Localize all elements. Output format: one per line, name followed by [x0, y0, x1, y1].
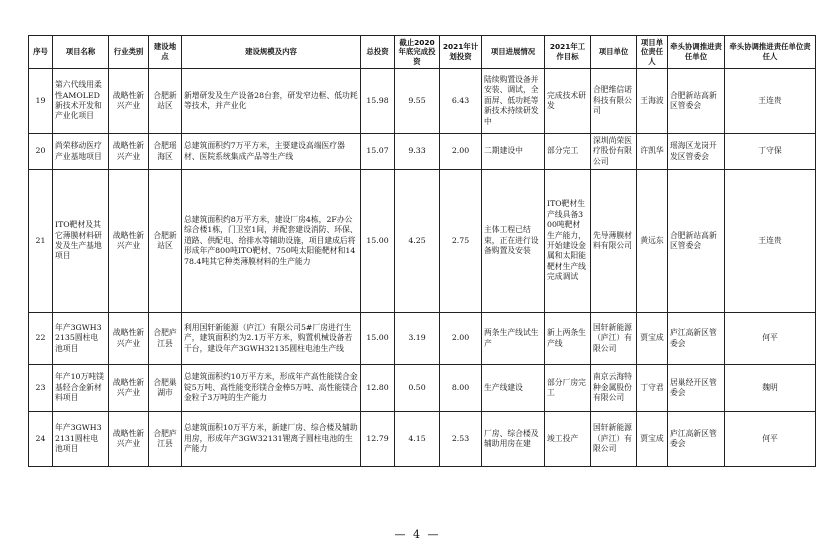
cell-scope: 总建筑面积约10万平方米，形成年产高性能镁合金锭5万吨、高性能变形镁合金棒5万吨、高性能镁合金粒子3万吨的生产能力: [182, 365, 361, 412]
header-cell: 截止2020年底完成投资: [395, 36, 440, 69]
header-cell: 项目进展情况: [482, 36, 545, 69]
cell-project-name: 年产3GWH32135圆柱电池项目: [53, 313, 109, 365]
cell-company-lead: 贾宝成: [637, 313, 668, 365]
cell-index: 24: [29, 412, 53, 467]
cell-planned-investment: 2.75: [440, 170, 482, 313]
cell-industry: 战略性新兴产业: [109, 313, 149, 365]
cell-company-lead: 黄远东: [637, 170, 668, 313]
cell-planned-investment: 2.53: [440, 412, 482, 467]
cell-project-name: 年产3GWH32131圆柱电池项目: [53, 412, 109, 467]
cell-location: 合肥新站区: [149, 170, 182, 313]
cell-scope: 利用国轩新能源（庐江）有限公司5#厂房进行生产，建筑面积约为2.1万平方米，购置机械设备若干台，建设年产3GWH32135圆柱电池生产线: [182, 313, 361, 365]
cell-goal: 完成技术研发: [545, 69, 591, 134]
cell-coordinating-lead: 王连贵: [725, 69, 816, 134]
cell-company-lead: 王海波: [637, 69, 668, 134]
cell-project-name: 第六代线用柔性AMOLED新技术开发和产业化项目: [53, 69, 109, 134]
cell-location: 合肥庐江县: [149, 412, 182, 467]
cell-progress: 生产线建设: [482, 365, 545, 412]
cell-coordinating-unit: 合肥新站高新区管委会: [668, 69, 725, 134]
cell-coordinating-unit: 庐江高新区管委会: [668, 313, 725, 365]
cell-completed-investment: 9.55: [395, 69, 440, 134]
cell-scope: 总建筑面积约7万平方米，主要建设高端医疗器材、医院系统集成产品等生产线: [182, 134, 361, 170]
cell-company-lead: 贾宝成: [637, 412, 668, 467]
cell-industry: 战略性新兴产业: [109, 412, 149, 467]
cell-scope: 总建筑面积约8万平方米，建设厂房4栋，2F办公综合楼1栋，门卫室1间，并配套建设消防、环保、道路、供配电、给排水等辅助设施，项目建成后将形成年产800吨ITO靶材、750吨太阳能靶材和1478.4吨其它种类薄膜材料的生产能力: [182, 170, 361, 313]
page-number: — 4 —: [394, 528, 441, 541]
cell-goal: 部分完工: [545, 134, 591, 170]
table-row: [29, 313, 816, 365]
cell-industry: 战略性新兴产业: [109, 134, 149, 170]
cell-goal: 竣工投产: [545, 412, 591, 467]
cell-company-lead: 丁守君: [637, 365, 668, 412]
cell-coordinating-lead: 何平: [725, 412, 816, 467]
table-row: [29, 134, 816, 170]
cell-company: 国轩新能源（庐江）有限公司: [591, 313, 637, 365]
cell-index: 22: [29, 313, 53, 365]
header-cell: 项目名称: [53, 36, 109, 69]
cell-coordinating-unit: 庐江高新区管委会: [668, 412, 725, 467]
header-cell: 序号: [29, 36, 53, 69]
table-row: [29, 69, 816, 134]
cell-goal: 新上两条生产线: [545, 313, 591, 365]
cell-progress: 两条生产线试生产: [482, 313, 545, 365]
cell-index: 23: [29, 365, 53, 412]
cell-industry: 战略性新兴产业: [109, 69, 149, 134]
table-row: [29, 412, 816, 467]
cell-coordinating-lead: 王连贵: [725, 170, 816, 313]
header-cell: 总投资: [361, 36, 395, 69]
cell-progress: 陆续购置设备并安装、调试，全面屏、低功耗等新技术持续研发中: [482, 69, 545, 134]
cell-coordinating-unit: 合肥新站高新区管委会: [668, 170, 725, 313]
cell-planned-investment: 2.00: [440, 313, 482, 365]
cell-scope: 总建筑面积10万平方米，新建厂房、综合楼及辅助用房，形成年产3GW32131锂离子圆柱电池的生产能力: [182, 412, 361, 467]
cell-location: 合肥庐江县: [149, 313, 182, 365]
cell-completed-investment: 9.33: [395, 134, 440, 170]
cell-completed-investment: 4.15: [395, 412, 440, 467]
cell-coordinating-lead: 丁守保: [725, 134, 816, 170]
cell-coordinating-unit: 瑶海区龙岗开发区管委会: [668, 134, 725, 170]
cell-company: 合肥维信诺科技有限公司: [591, 69, 637, 134]
cell-total-investment: 15.98: [361, 69, 395, 134]
header-cell: 牵头协调推进责任单位责任人: [725, 36, 816, 69]
cell-completed-investment: 3.19: [395, 313, 440, 365]
cell-index: 20: [29, 134, 53, 170]
header-cell: 项目单位: [591, 36, 637, 69]
header-cell: 建设地点: [149, 36, 182, 69]
table-row: [29, 365, 816, 412]
header-cell: 牵头协调推进责任单位: [668, 36, 725, 69]
cell-location: 合肥巢湖市: [149, 365, 182, 412]
cell-coordinating-lead: 何平: [725, 313, 816, 365]
cell-total-investment: 12.79: [361, 412, 395, 467]
cell-project-name: 年产10万吨镁基轻合金新材料项目: [53, 365, 109, 412]
cell-industry: 战略性新兴产业: [109, 365, 149, 412]
header-cell: 建设规模及内容: [182, 36, 361, 69]
cell-planned-investment: 2.00: [440, 134, 482, 170]
cell-company: 深圳尚荣医疗股份有限公司: [591, 134, 637, 170]
cell-planned-investment: 6.43: [440, 69, 482, 134]
cell-total-investment: 15.00: [361, 170, 395, 313]
cell-location: 合肥瑶海区: [149, 134, 182, 170]
cell-company-lead: 许凯华: [637, 134, 668, 170]
cell-scope: 新增研发及生产设备28台套，研发窄边框、低功耗等技术，并产业化: [182, 69, 361, 134]
cell-company: 南京云海特种金属股份有限公司: [591, 365, 637, 412]
header-cell: 行业类别: [109, 36, 149, 69]
cell-location: 合肥新站区: [149, 69, 182, 134]
cell-total-investment: 15.07: [361, 134, 395, 170]
cell-company: 先导薄膜材料有限公司: [591, 170, 637, 313]
header-cell: 2021年计划投资: [440, 36, 482, 69]
cell-completed-investment: 0.50: [395, 365, 440, 412]
cell-coordinating-unit: 居巢经开区管委会: [668, 365, 725, 412]
cell-project-name: 尚荣移动医疗产业基地项目: [53, 134, 109, 170]
cell-progress: 二期建设中: [482, 134, 545, 170]
header-cell: 2021年工作目标: [545, 36, 591, 69]
cell-completed-investment: 4.25: [395, 170, 440, 313]
cell-progress: 厂房、综合楼及辅助用房在建: [482, 412, 545, 467]
cell-index: 19: [29, 69, 53, 134]
table-row: [29, 170, 816, 313]
header-row: [29, 36, 816, 69]
cell-company: 国轩新能源（庐江）有限公司: [591, 412, 637, 467]
cell-progress: 主体工程已结束，正在进行设备购置及安装: [482, 170, 545, 313]
cell-goal: 部分厂房完工: [545, 365, 591, 412]
cell-planned-investment: 8.00: [440, 365, 482, 412]
cell-index: 21: [29, 170, 53, 313]
cell-goal: ITO靶材生产线具备300吨靶材生产能力，开始建设金属和太阳能靶材生产线完成调试: [545, 170, 591, 313]
project-table: [28, 35, 816, 467]
cell-total-investment: 15.00: [361, 313, 395, 365]
cell-project-name: ITO靶材及其它薄膜材料研发及生产基地项目: [53, 170, 109, 313]
cell-industry: 战略性新兴产业: [109, 170, 149, 313]
cell-coordinating-lead: 魏明: [725, 365, 816, 412]
cell-total-investment: 12.80: [361, 365, 395, 412]
header-cell: 项目单位责任人: [637, 36, 668, 69]
